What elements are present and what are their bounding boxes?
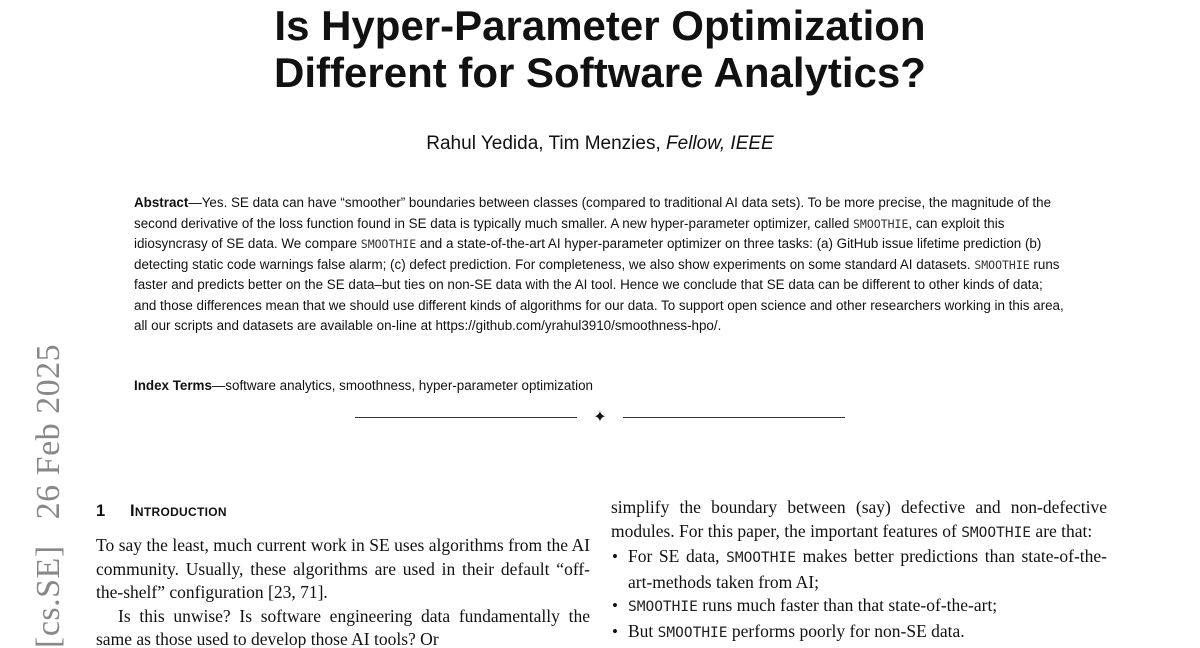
bullet-1-text-a: For SE data, bbox=[628, 546, 727, 566]
index-terms-label: Index Terms bbox=[134, 378, 212, 393]
abstract-dash: — bbox=[188, 195, 202, 210]
right-intro-paragraph bbox=[611, 496, 1107, 545]
index-terms-text: software analytics, smoothness, hyper-parameter optimization bbox=[225, 378, 593, 393]
index-terms-dash: — bbox=[211, 378, 226, 393]
arxiv-date: 26 Feb 2025 bbox=[30, 343, 67, 520]
intro-paragraph-1: To say the least, much current work in SE uses algorithms from the AI community. Usually, these algorithms are used in their default “off-the-shelf” configuration [23, 71]. bbox=[96, 535, 590, 602]
abstract-text-3: and a state-of-the-art AI hyper-parameter optimizer on three tasks: (a) GitHub issue lifetime prediction (b) detecting static code warnings false alarm; (c) defect prediction. For completeness, we also show experiments on some standard AI datasets. bbox=[134, 236, 1042, 272]
abstract-label: Abstract bbox=[134, 195, 189, 210]
right-intro-text-a: simplify the boundary between (say) defective and non-defective modules. For this paper, the important features of bbox=[611, 497, 1107, 541]
author-role: Fellow, IEEE bbox=[666, 133, 774, 154]
list-item bbox=[611, 620, 1107, 646]
abstract bbox=[134, 193, 1064, 337]
abstract-text-2: , can exploit this idiosyncrasy of SE data. We compare bbox=[134, 215, 1005, 251]
bullet-2-text-b: runs much faster than that state-of-the-art; bbox=[697, 595, 998, 615]
tool-name: SMOOTHIE bbox=[360, 237, 417, 251]
tool-name: SMOOTHIE bbox=[628, 599, 698, 615]
abstract-text-4: runs faster and predicts better on the SE data–but ties on non-SE data with the AI tool. Hence we conclude that SE data can be different to other kinds of data; and those differences mean that we should use different kinds of algorithms for our data. To support open science and other researchers working in this area, all our scripts and datasets are available on-line at https://github.com/yrahul3910/smoothness-hpo/. bbox=[134, 256, 1064, 333]
intro-paragraph-2: Is this unwise? Is software engineering data fundamentally the same as those used to develop those AI tools? Or bbox=[96, 605, 590, 648]
bullet-3-text-b: performs poorly for non-SE data. bbox=[727, 620, 965, 641]
left-column bbox=[96, 534, 590, 648]
author-line bbox=[0, 132, 1200, 156]
divider-line-left bbox=[355, 417, 577, 418]
tool-name: SMOOTHIE bbox=[961, 524, 1032, 541]
paper-title bbox=[0, 2, 1200, 96]
section-number: 1 bbox=[96, 502, 106, 520]
bullet-icon: • bbox=[612, 621, 618, 641]
tool-name: SMOOTHIE bbox=[726, 550, 796, 566]
bullet-icon: • bbox=[612, 596, 618, 615]
bullet-3-text-a: But bbox=[628, 620, 658, 641]
paper-title-line-2: Different for Software Analytics? bbox=[274, 49, 926, 96]
section-divider bbox=[355, 407, 845, 427]
index-terms bbox=[134, 376, 1064, 396]
tool-name: SMOOTHIE bbox=[657, 624, 728, 641]
bullet-1-text-b: makes better predictions than state-of-the-art-methods taken from AI; bbox=[628, 546, 1107, 592]
arxiv-category: [cs.SE] bbox=[30, 545, 67, 648]
paper-title-line-1: Is Hyper-Parameter Optimization bbox=[274, 2, 926, 49]
feature-list bbox=[611, 545, 1107, 645]
abstract-text-1: Yes. SE data can have “smoother” boundaries between classes (compared to traditional AI data sets). To be more precise, the magnitude of the second derivative of the loss function found in SE data is typically much smaller. A new hyper-parameter optimizer, called bbox=[134, 195, 1052, 231]
section-title: Introduction bbox=[130, 502, 227, 520]
list-item bbox=[611, 594, 1107, 620]
divider-line-right bbox=[623, 417, 845, 418]
section-heading bbox=[96, 501, 227, 521]
right-intro-text-b: are that: bbox=[1031, 520, 1093, 541]
diamond-icon: ✦ bbox=[593, 407, 607, 426]
tool-name: SMOOTHIE bbox=[853, 216, 909, 231]
list-item bbox=[611, 545, 1107, 594]
tool-name: SMOOTHIE bbox=[974, 257, 1030, 272]
author-names: Rahul Yedida, Tim Menzies, bbox=[426, 133, 661, 154]
right-column bbox=[611, 496, 1107, 645]
arxiv-side-stamp bbox=[25, 308, 73, 648]
bullet-icon: • bbox=[612, 547, 618, 566]
